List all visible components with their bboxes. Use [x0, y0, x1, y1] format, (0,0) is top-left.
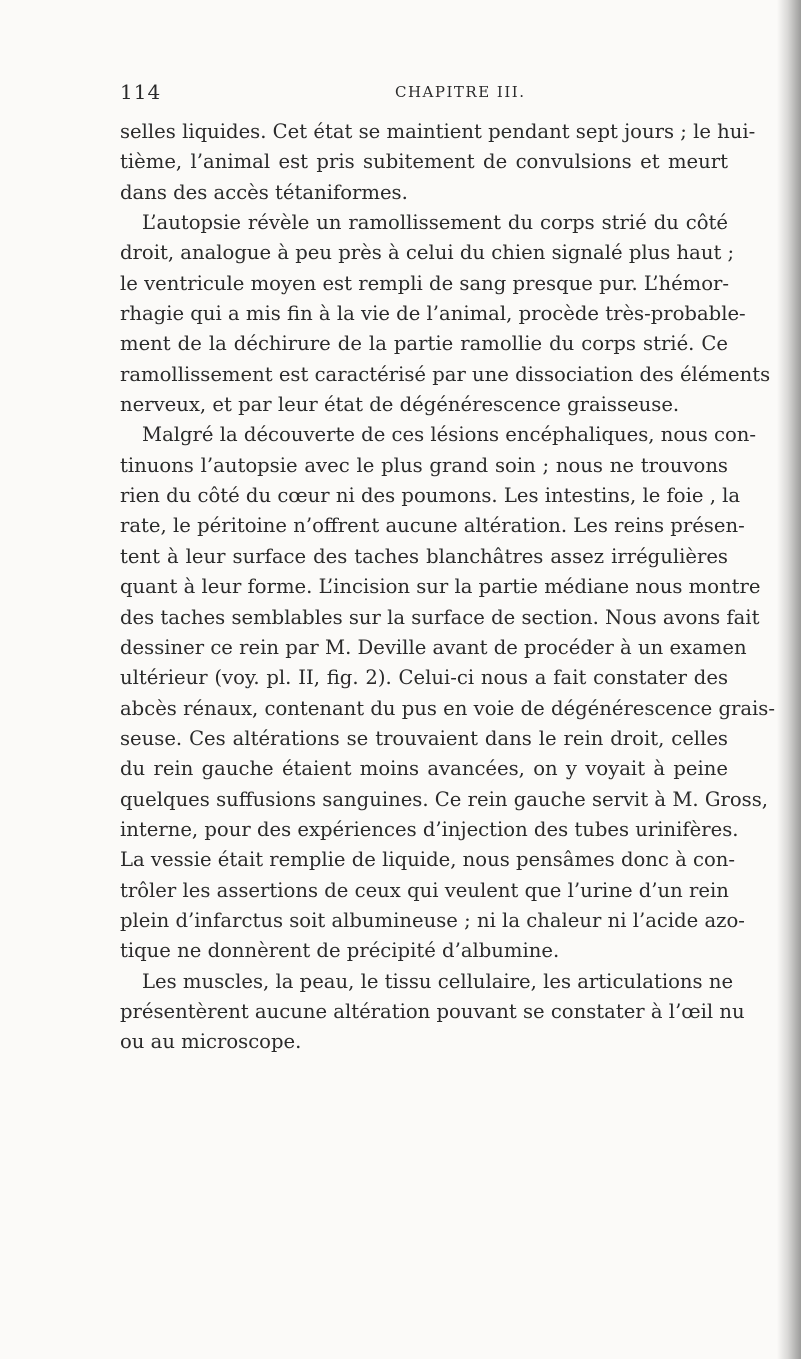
text-line: Malgré la découverte de ces lésions encéphaliques, nous con- [142, 423, 757, 447]
text-line: du rein gauche étaient moins avancées, on y voyait à peine [120, 757, 728, 781]
text-line: nerveux, et par leur état de dégénérescence graisseuse. [120, 393, 680, 417]
text-line: rate, le péritoine n’offrent aucune altération. Les reins présen- [120, 514, 745, 538]
chapter-title: CHAPITRE III. [395, 83, 526, 101]
text-line: Les muscles, la peau, le tissu cellulaire, les articulations ne [142, 969, 734, 993]
text-line: le ventricule moyen est rempli de sang presque pur. L’hémor- [120, 271, 730, 295]
text-line: quelques suffusions sanguines. Ce rein gauche servit à M. Gross, [120, 787, 769, 811]
text-line: rhagie qui a mis fin à la vie de l’animal, procède très-probable- [120, 302, 746, 326]
text-line: tent à leur surface des taches blanchâtres assez irrégulières [120, 544, 728, 568]
text-line: quant à leur forme. L’incision sur la partie médiane nous montre [120, 575, 761, 599]
text-line: tinuons l’autopsie avec le plus grand soin ; nous ne trouvons [120, 453, 728, 477]
text-line: dans des accès tétaniformes. [120, 180, 408, 204]
text-line: ramollissement est caractérisé par une dissociation des éléments [120, 362, 771, 386]
text-line: tième, l’animal est pris subitement de convulsions et meurt [120, 150, 728, 174]
text-line: rien du côté du cœur ni des poumons. Les intestins, le foie , la [120, 484, 741, 508]
text-line: droit, analogue à peu près à celui du chien signalé plus haut ; [120, 241, 735, 265]
text-line: seuse. Ces altérations se trouvaient dans le rein droit, celles [120, 726, 728, 750]
text-line: plein d’infarctus soit albumineuse ; ni la chaleur ni l’acide azo- [120, 908, 745, 932]
text-line: selles liquides. Cet état se maintient pendant sept jours ; le hui- [120, 120, 756, 143]
text-line: La vessie était remplie de liquide, nous pensâmes donc à con- [120, 848, 736, 872]
text-line: L’autopsie révèle un ramollissement du corps strié du côté [142, 211, 728, 235]
text-line: ment de la déchirure de la partie ramollie du corps strié. Ce [120, 332, 728, 356]
running-head [120, 80, 720, 108]
text-line: dessiner ce rein par M. Deville avant de procéder à un examen [120, 635, 747, 659]
text-line: abcès rénaux, contenant du pus en voie de dégénérescence grais- [120, 696, 775, 720]
text-line: des taches semblables sur la surface de section. Nous avons fait [120, 605, 760, 629]
body-text [120, 117, 775, 1058]
text-line: interne, pour des expériences d’injection des tubes urinifères. [120, 817, 739, 841]
text-line: tique ne donnèrent de précipité d’albumine. [120, 939, 560, 963]
text-line: présentèrent aucune altération pouvant se constater à l’œil nu [120, 999, 745, 1023]
text-line: ultérieur (voy. pl. II, fig. 2). Celui-ci nous a fait constater des [120, 666, 728, 690]
text-line: trôler les assertions de ceux qui veulent que l’urine d’un rein [120, 878, 729, 902]
text-line: ou au microscope. [120, 1030, 302, 1054]
page-edge-shadow [777, 0, 801, 1359]
page-number: 114 [120, 80, 162, 104]
